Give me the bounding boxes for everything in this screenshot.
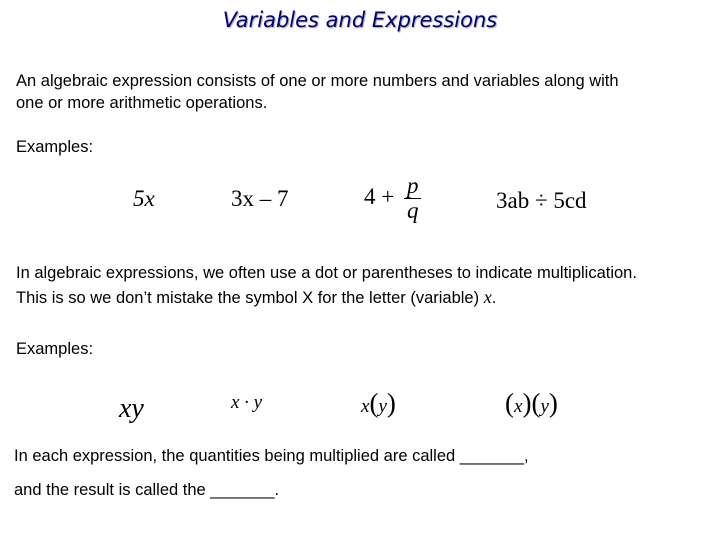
note-variable-x: x [483, 287, 492, 307]
question-line-2: and the result is called the _______. [14, 481, 280, 499]
expression-x-paren-y [361, 388, 396, 419]
intro-line-1: An algebraic expression consists of one or more numbers and variables along with [16, 72, 619, 90]
note-line-2 [16, 286, 496, 309]
expression-y-var: y [540, 396, 549, 417]
expression-x-var: x [514, 396, 523, 417]
expression-x-var: x [361, 396, 370, 417]
note-line-2-text: This is so we don’t mistake the symbol X for the letter (variable) [16, 289, 484, 307]
expression-xy: xy [119, 393, 144, 424]
expression-paren-x-paren-y [505, 388, 558, 419]
expression-4-plus-p-over-q [364, 174, 421, 223]
note-line-2-end: . [491, 289, 497, 307]
question-line-1: In each expression, the quantities being multiplied are called _______, [14, 447, 529, 465]
expression-5x-text: 5x [133, 186, 155, 211]
expression-3x-minus-7: 3x – 7 [231, 186, 289, 211]
expression-x-dot-y: x · y [231, 392, 263, 413]
expression-5x [133, 186, 155, 212]
intro-line-2: one or more arithmetic operations. [16, 94, 268, 112]
close-paren: ) [522, 388, 532, 418]
expression-3ab-div-5cd: 3ab ÷ 5cd [496, 188, 587, 213]
fraction-denominator: q [406, 198, 419, 223]
fraction [404, 174, 422, 223]
expression-whole-part: 4 + [364, 183, 400, 209]
fraction-numerator: p [404, 174, 422, 199]
expression-y-var: y [378, 396, 387, 417]
open-paren: ( [505, 388, 514, 418]
page-title: Variables and Expressions [222, 8, 498, 32]
open-paren: ( [369, 388, 379, 418]
close-paren: ) [548, 388, 558, 418]
examples-label-1: Examples: [16, 138, 94, 156]
note-line-1: In algebraic expressions, we often use a dot or parentheses to indicate multiplication. [16, 264, 637, 282]
examples-label-2: Examples: [16, 340, 94, 358]
close-paren: ) [386, 388, 396, 418]
open-paren: ( [531, 388, 541, 418]
